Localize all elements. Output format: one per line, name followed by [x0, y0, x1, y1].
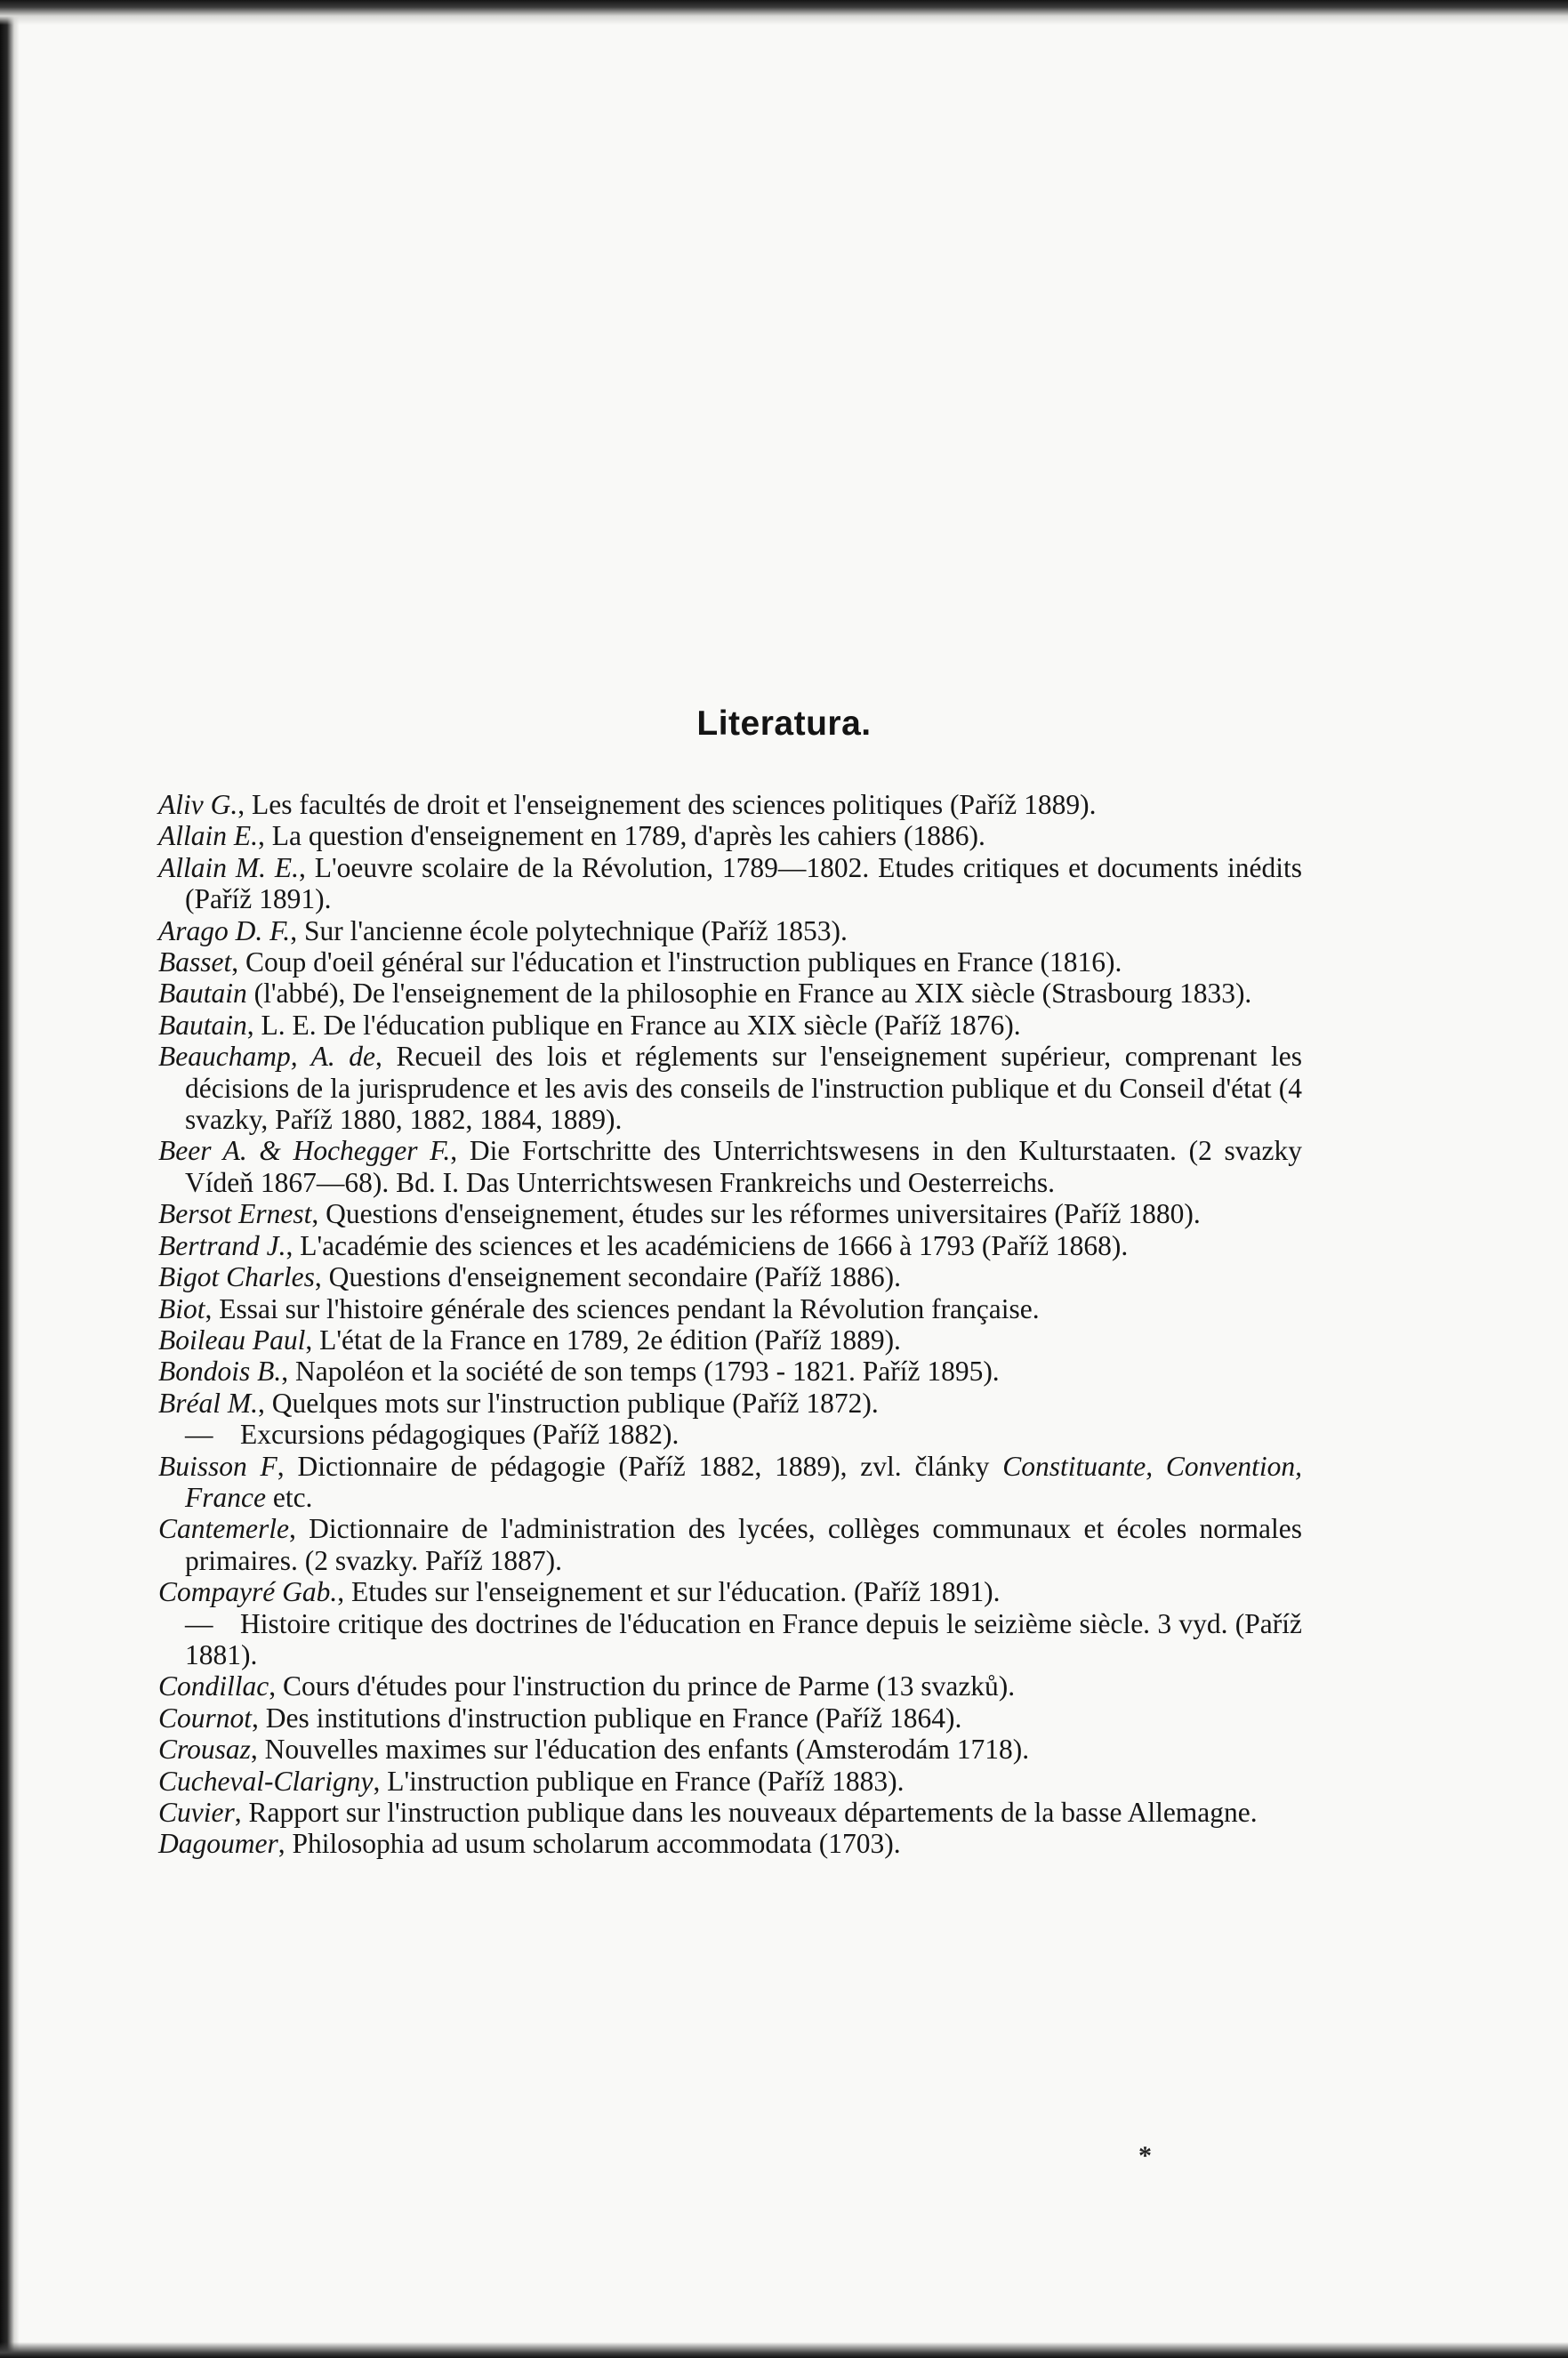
entry-separator: ,	[305, 1324, 320, 1356]
entry-separator: ,	[246, 1009, 261, 1041]
entry-separator: ,	[277, 1828, 293, 1860]
bibliography-entry	[158, 1797, 1302, 1828]
entry-separator: ,	[285, 1229, 301, 1261]
entry-separator: ,	[250, 1734, 265, 1766]
bibliography-entry	[158, 1293, 1302, 1324]
entry-articles: Constituante, Convention, France	[185, 1450, 1302, 1513]
entry-separator: ,	[252, 1702, 266, 1734]
entry-text: Essai sur l'histoire générale des sciences pendant la Révolution française.	[219, 1292, 1040, 1324]
entry-separator: ,	[237, 789, 252, 820]
bibliography-entry	[158, 915, 1302, 946]
entry-text: L'académie des sciences et les académiciens de 1666 à 1793 (Paříž 1868).	[300, 1229, 1129, 1261]
entry-text: L'état de la France en 1789, 2e édition (Paříž 1889).	[319, 1324, 901, 1356]
bibliography-continuation	[158, 1608, 1302, 1671]
entry-separator: ,	[298, 851, 315, 883]
entry-separator: ,	[234, 1797, 249, 1828]
entry-text: Die Fortschritte des Unterrichtswesens in den Kulturstaaten. (2 svazky Vídeň 1867—68). Bd. I. Das Unterrichtswesen Frankreichs und Oesterreichs.	[185, 1135, 1302, 1198]
entry-text: Excursions pédagogiques (Paříž 1882).	[240, 1419, 679, 1451]
bibliography-entry	[158, 1010, 1302, 1041]
entry-text: Rapport sur l'instruction publique dans les nouveaux départements de la basse Allemagne.	[248, 1797, 1258, 1828]
entry-separator: ,	[373, 1765, 388, 1797]
entry-author: Bertrand J.	[158, 1229, 286, 1261]
entry-author: Cucheval-Clarigny	[158, 1765, 374, 1797]
entry-author: Dagoumer	[158, 1828, 278, 1860]
bibliography-entry	[158, 1513, 1302, 1576]
bibliography-entry	[158, 1670, 1302, 1702]
scan-edge-bottom	[0, 2342, 1568, 2358]
entry-author: Arago D. F.	[158, 914, 291, 946]
bibliography-entry	[158, 1198, 1302, 1229]
bibliography-entry	[158, 1451, 1302, 1514]
bibliography-entry	[158, 789, 1302, 820]
bibliography-entry	[158, 1766, 1302, 1797]
entry-text: Histoire critique des doctrines de l'éducation en France depuis le seizième siècle. 3 vyd. (Paříž 1881).	[185, 1607, 1302, 1670]
bibliography-entry	[158, 1576, 1302, 1607]
entry-separator: ,	[288, 1513, 310, 1545]
entry-author: Buisson F	[158, 1450, 277, 1482]
entry-text: Coup d'oeil général sur l'éducation et l'instruction publiques en France (1816).	[245, 946, 1122, 978]
entry-author: Beauchamp, A. de	[158, 1041, 376, 1073]
entry-author: Aliv G.	[158, 789, 238, 820]
bibliography-list	[158, 789, 1302, 1860]
entry-separator: ,	[205, 1292, 220, 1324]
entry-text: L. E. De l'éducation publique en France au XIX siècle (Paříž 1876).	[261, 1009, 1021, 1041]
entry-separator: ,	[281, 1356, 295, 1388]
bibliography-entry	[158, 978, 1302, 1009]
entry-text: Recueil des lois et réglements sur l'enseignement supérieur, comprenant les décisions de la jurisprudence et les avis des conseils de l'instruction publique et du Conseil d'état (4 svazky, Paříž 1880, 1882, 1884, 1889).	[185, 1041, 1303, 1136]
entry-text: Les facultés de droit et l'enseignement des sciences politiques (Paříž 1889).	[251, 789, 1097, 820]
page-title: Literatura.	[696, 704, 872, 743]
bibliography-continuation	[158, 1419, 1302, 1450]
bibliography-entry	[158, 820, 1302, 851]
entry-separator: ,	[231, 946, 245, 978]
bibliography-entry	[158, 1356, 1302, 1387]
entry-author: Allain M. E.	[158, 851, 299, 883]
bibliography-entry	[158, 1041, 1302, 1135]
entry-author: Biot	[158, 1292, 205, 1324]
bibliography-entry	[158, 1702, 1302, 1734]
entry-author: Compayré Gab.	[158, 1576, 338, 1608]
entry-author: Beer A. & Hochegger F.	[158, 1135, 451, 1167]
scan-edge-left	[0, 0, 20, 2358]
bibliography-entry	[158, 1324, 1302, 1356]
entry-author: Cuvier	[158, 1797, 235, 1828]
entry-separator: ,	[450, 1135, 470, 1167]
entry-author: Crousaz	[158, 1734, 251, 1766]
entry-text: Philosophia ad usum scholarum accommodata (1703).	[292, 1828, 901, 1860]
ditto-dash: —	[185, 1419, 213, 1451]
entry-author: Bersot Ernest	[158, 1198, 312, 1230]
entry-text: Cours d'études pour l'instruction du prince de Parme (13 svazků).	[283, 1670, 1016, 1702]
entry-author: Bigot Charles	[158, 1261, 315, 1293]
entry-text: L'oeuvre scolaire de la Révolution, 1789—1802. Etudes critiques et documents inédits (Paříž 1891).	[185, 851, 1302, 915]
entry-separator: ,	[290, 914, 304, 946]
bibliography-entry	[158, 1734, 1302, 1765]
entry-separator: ,	[337, 1576, 351, 1608]
entry-text: Questions d'enseignement, études sur les réformes universitaires (Paříž 1880).	[326, 1198, 1201, 1230]
entry-text: Dictionnaire de pédagogie (Paříž 1882, 1889), zvl. články	[297, 1450, 1003, 1482]
entry-text: Sur l'ancienne école polytechnique (Paříž 1853).	[303, 914, 848, 946]
bibliography-entry	[158, 1261, 1302, 1292]
bibliography-entry	[158, 1388, 1302, 1419]
entry-separator: ,	[258, 820, 272, 852]
entry-separator: ,	[257, 1387, 272, 1419]
entry-text: Nouvelles maximes sur l'éducation des enfants (Amsterodám 1718).	[264, 1734, 1030, 1766]
entry-author: Condillac	[158, 1670, 269, 1702]
entry-author: Boileau Paul	[158, 1324, 306, 1356]
entry-text: Etudes sur l'enseignement et sur l'éducation. (Paříž 1891).	[350, 1576, 1001, 1608]
entry-text: L'instruction publique en France (Paříž 1883).	[387, 1765, 905, 1797]
entry-separator: ,	[375, 1041, 397, 1073]
entry-author: Cantemerle	[158, 1513, 289, 1545]
entry-author: Cournot	[158, 1702, 253, 1734]
bibliography-entry	[158, 1135, 1302, 1198]
bibliography-entry	[158, 852, 1302, 915]
entry-author: Allain E.	[158, 820, 258, 852]
entry-separator	[247, 978, 254, 1009]
entry-author: Bondois B.	[158, 1356, 282, 1388]
entry-text: Dictionnaire de l'administration des lycées, collèges communaux et écoles normales primaires. (2 svazky. Paříž 1887).	[185, 1513, 1302, 1576]
entry-separator: ,	[314, 1261, 329, 1293]
entry-author: Bautain	[158, 1009, 247, 1041]
entry-text: Questions d'enseignement secondaire (Paříž 1886).	[328, 1261, 902, 1293]
signature-mark: *	[1138, 2141, 1152, 2170]
bibliography-entry	[158, 1828, 1302, 1859]
bibliography-entry	[158, 946, 1302, 978]
entry-text: La question d'enseignement en 1789, d'après les cahiers (1886).	[271, 820, 985, 852]
entry-text: (l'abbé), De l'enseignement de la philosophie en France au XIX siècle (Strasbourg 1833).	[253, 978, 1252, 1010]
bibliography-entry	[158, 1230, 1302, 1261]
entry-author: Bautain	[158, 978, 247, 1010]
entry-author: Basset	[158, 946, 232, 978]
entry-author: Bréal M.	[158, 1387, 258, 1419]
entry-separator: ,	[269, 1670, 283, 1702]
entry-separator: ,	[277, 1450, 298, 1482]
scan-edge-top	[0, 0, 1568, 25]
ditto-dash: —	[185, 1607, 213, 1639]
entry-separator: ,	[311, 1198, 326, 1230]
entry-text: Des institutions d'instruction publique en France (Paříž 1864).	[265, 1702, 962, 1734]
entry-text: Quelques mots sur l'instruction publique (Paříž 1872).	[271, 1387, 879, 1419]
entry-text: Napoléon et la société de son temps (1793 - 1821. Paříž 1895).	[295, 1356, 1000, 1388]
entry-tail: etc.	[265, 1481, 313, 1513]
